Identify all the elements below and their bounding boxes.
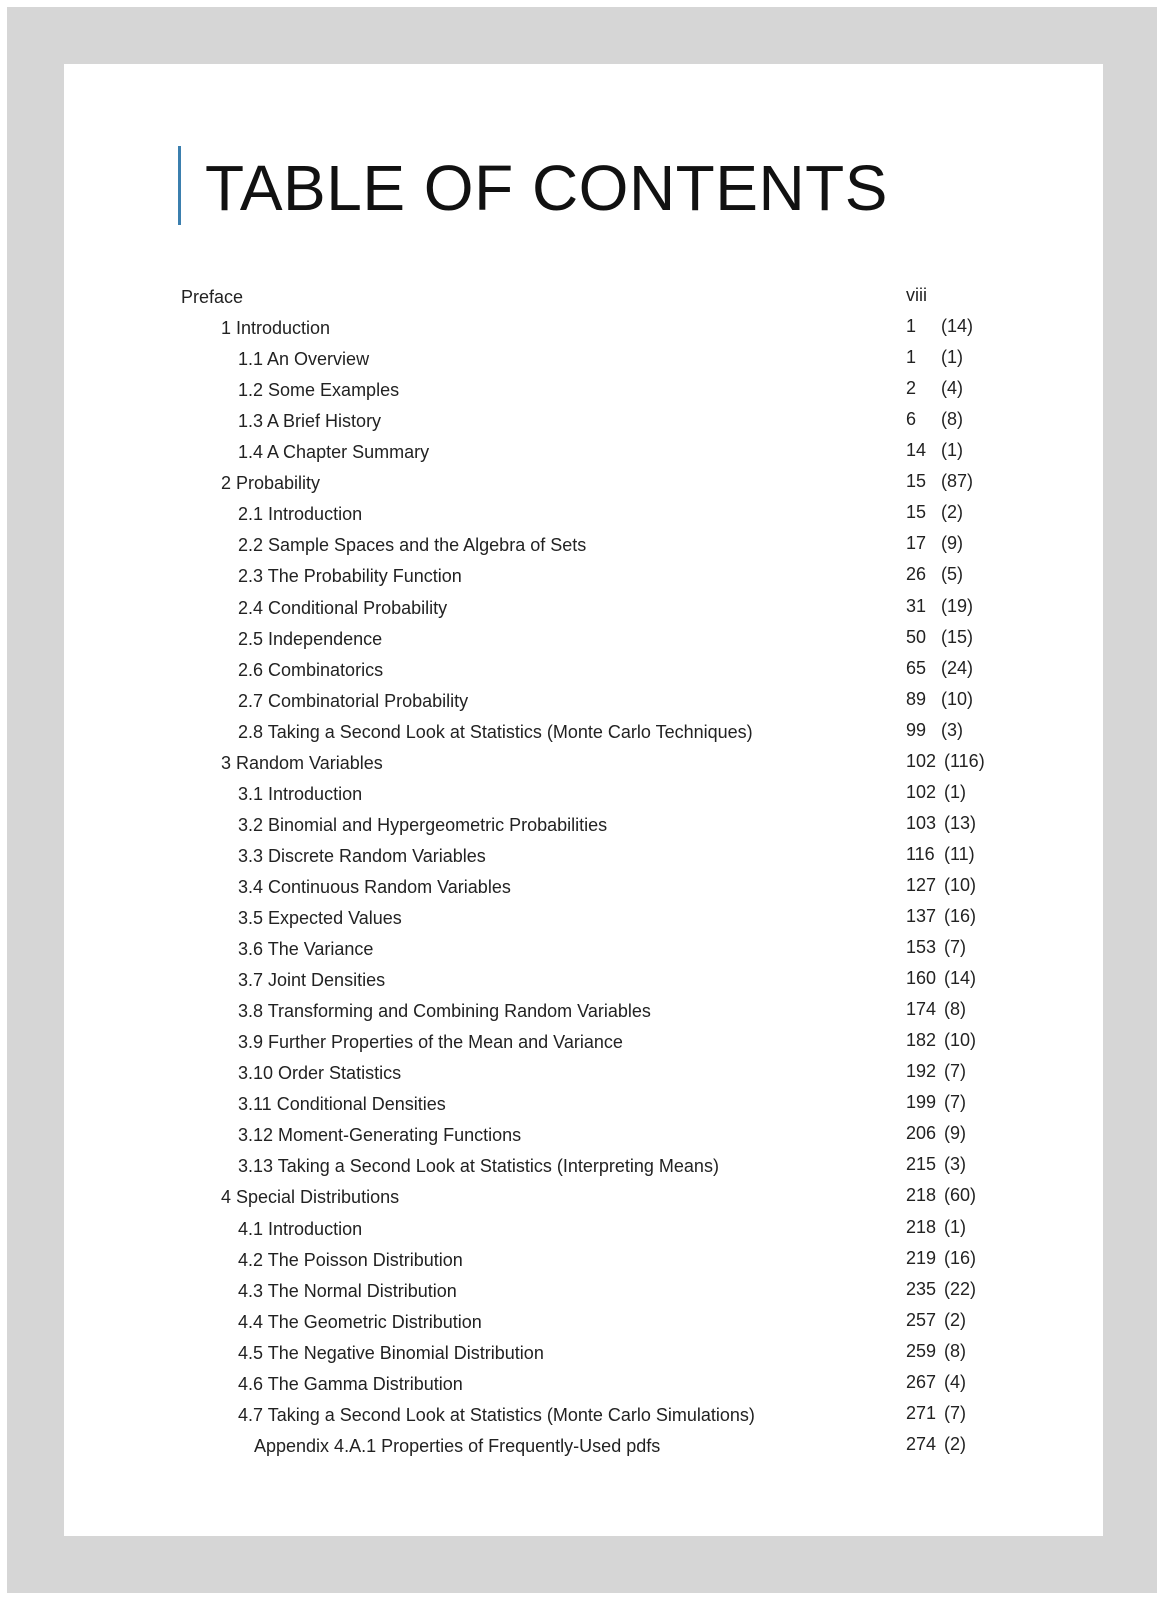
toc-entry-title: 2.3 The Probability Function: [238, 566, 462, 587]
toc-entry[interactable]: [0, 1403, 1163, 1434]
toc-entry[interactable]: [0, 844, 1163, 875]
toc-entry-page-count: (15): [941, 626, 974, 647]
toc-entry[interactable]: [0, 564, 1163, 595]
toc-entry-page: 153: [906, 937, 937, 958]
toc-entry-title: 3.5 Expected Values: [238, 908, 402, 928]
toc-entry[interactable]: [0, 937, 1163, 968]
toc-entry[interactable]: [0, 968, 1163, 999]
toc-entry-title: 4.2 The Poisson Distribution: [238, 1249, 463, 1270]
toc-entry[interactable]: [0, 751, 1163, 782]
toc-entry-title: 3 Random Variables: [221, 752, 383, 773]
toc-entry-page-count: (16): [944, 1247, 977, 1268]
toc-entry-page-count: (1): [944, 781, 966, 802]
toc-entry-page-count: (8): [941, 409, 963, 430]
toc-entry[interactable]: [0, 906, 1163, 937]
toc-entry-page-count: (2): [944, 1309, 966, 1330]
toc-entry-page: viii: [906, 285, 927, 305]
toc-entry-title: 3.9 Further Properties of the Mean and Variance: [238, 1032, 623, 1053]
toc-entry-page: 219: [906, 1247, 937, 1268]
toc-entry[interactable]: [0, 1434, 1163, 1465]
toc-entry-title: 3.7 Joint Densities: [238, 970, 386, 991]
toc-entry-page-count: (10): [941, 688, 974, 709]
toc-entry-page: 267: [906, 1371, 937, 1392]
toc-entry-title: 4.6 The Gamma Distribution: [238, 1373, 463, 1394]
toc-entry-page-count: (14): [941, 316, 974, 337]
toc-entry-page: 31: [906, 595, 927, 616]
toc-entry-title: 3.1 Introduction: [238, 783, 363, 804]
toc-entry[interactable]: [0, 1185, 1163, 1216]
toc-entry-page-count: (1): [941, 347, 963, 368]
toc-entry-page-count: (9): [941, 533, 963, 554]
toc-entry-page-count: (116): [944, 750, 985, 771]
toc-entry[interactable]: [0, 813, 1163, 844]
toc-entry-page: 218: [906, 1216, 937, 1237]
toc-entry-title: 3.11 Conditional Densities: [238, 1094, 446, 1115]
toc-entry-page: 15: [906, 471, 927, 492]
toc-entry-page-count: (8): [944, 999, 966, 1020]
toc-entry[interactable]: [0, 1123, 1163, 1154]
toc-entry[interactable]: [0, 596, 1163, 627]
toc-entry[interactable]: [0, 1030, 1163, 1061]
toc-entry[interactable]: [0, 409, 1163, 440]
toc-entry-page-count: (4): [941, 378, 963, 399]
toc-entry-page: 218: [906, 1185, 937, 1206]
toc-entry-title: 2.4 Conditional Probability: [238, 597, 448, 618]
toc-entry-page: 116: [906, 843, 935, 864]
toc-entry-page: 2: [906, 378, 917, 399]
toc-entry-page: 15: [906, 502, 927, 523]
toc-entry[interactable]: [0, 285, 1163, 316]
toc-entry-page: 182: [906, 1030, 937, 1051]
toc-entry[interactable]: [0, 1092, 1163, 1123]
toc-entry[interactable]: [0, 1154, 1163, 1185]
toc-entry-page-count: (87): [941, 471, 974, 492]
toc-entry-title: 1.3 A Brief History: [238, 411, 382, 432]
toc-entry-page-count: (3): [944, 1154, 966, 1175]
toc-entry-title: 1 Introduction: [221, 318, 331, 339]
toc-entry-title: 2.7 Combinatorial Probability: [238, 690, 469, 711]
toc-entry-title: 2.5 Independence: [238, 628, 383, 649]
toc-entry-title: 4.5 The Negative Binomial Distribution: [238, 1342, 544, 1363]
toc-entry[interactable]: [0, 471, 1163, 502]
toc-entry-title: 3.8 Transforming and Combining Random Variables: [238, 1001, 651, 1022]
toc-entry-title: 1.2 Some Examples: [238, 380, 400, 401]
toc-entry-title: 3.12 Moment-Generating Functions: [238, 1125, 522, 1146]
toc-entry-page-count: (16): [944, 906, 977, 926]
toc-entry[interactable]: [0, 627, 1163, 658]
toc-entry-title: 2 Probability: [221, 473, 321, 494]
toc-entry-title: 3.4 Continuous Random Variables: [238, 876, 511, 897]
toc-entry[interactable]: [0, 316, 1163, 347]
toc-entry-page-count: (1): [944, 1216, 966, 1237]
toc-entry[interactable]: [0, 1248, 1163, 1279]
toc-entry-page-count: (22): [944, 1278, 977, 1299]
toc-entry[interactable]: [0, 1372, 1163, 1403]
toc-entry[interactable]: [0, 689, 1163, 720]
toc-entry-page: 102: [906, 750, 937, 771]
toc-entry-title: 3.3 Discrete Random Variables: [238, 845, 486, 866]
toc-entry-page: 1: [906, 347, 917, 368]
toc-entry-page: 160: [906, 968, 937, 989]
toc-entry-page: 174: [906, 999, 937, 1020]
toc-entry-page: 17: [906, 533, 927, 554]
toc-entry-page-count: (5): [941, 564, 963, 585]
toc-entry-title: 1.4 A Chapter Summary: [238, 442, 430, 463]
toc-entry-page: 102: [906, 781, 937, 802]
toc-entry[interactable]: [0, 782, 1163, 813]
toc-entry-page-count: (60): [944, 1185, 977, 1206]
toc-entry-title: 1.1 An Overview: [238, 349, 370, 370]
toc-entry-page-count: (10): [944, 1030, 977, 1051]
toc-entry-page: 235: [906, 1278, 937, 1299]
toc-entry-page-count: (7): [944, 1092, 966, 1113]
toc-entry-page: 206: [906, 1123, 937, 1144]
toc-entry-page: 274: [906, 1433, 937, 1454]
toc-entry[interactable]: [0, 658, 1163, 689]
toc-entry-title: 2.2 Sample Spaces and the Algebra of Sets: [238, 535, 587, 556]
toc-entry[interactable]: [0, 1279, 1163, 1310]
toc-entry-page: 14: [906, 440, 927, 461]
toc-entry-page-count: (7): [944, 937, 966, 958]
toc-entry-page-count: (11): [944, 843, 975, 864]
toc-entry-page: 89: [906, 688, 927, 709]
page-title: TABLE OF CONTENTS: [205, 152, 888, 224]
toc-entry-title: 3.6 The Variance: [238, 939, 374, 960]
toc-entry[interactable]: [0, 347, 1163, 378]
toc-entry-page-count: (7): [944, 1061, 966, 1082]
toc-entry-page-count: (10): [944, 874, 977, 895]
toc-entry-page-count: (3): [941, 719, 963, 740]
toc-entry-page: 215: [906, 1154, 937, 1175]
toc-entry[interactable]: [0, 720, 1163, 751]
title-accent-bar: [178, 146, 181, 225]
toc-entry-title: 3.13 Taking a Second Look at Statistics (Interpreting Means): [238, 1156, 719, 1177]
toc-entry-title: 2.8 Taking a Second Look at Statistics (Monte Carlo Techniques): [238, 721, 753, 742]
toc-entry-page-count: (1): [941, 440, 963, 461]
toc-entry-page: 65: [906, 657, 927, 678]
toc-entry-title: 2.1 Introduction: [238, 504, 363, 525]
toc-entry[interactable]: [0, 999, 1163, 1030]
toc-entry-title: Preface: [181, 287, 244, 307]
toc-entry-page-count: (9): [944, 1123, 966, 1144]
toc-entry-title: Appendix 4.A.1 Properties of Frequently-Used pdfs: [254, 1435, 661, 1456]
toc-entry-page: 137: [906, 906, 937, 926]
toc-entry-page: 271: [906, 1402, 937, 1423]
toc-entry[interactable]: [0, 1061, 1163, 1092]
toc-entry-page-count: (4): [944, 1371, 966, 1392]
toc-entry-page: 127: [906, 874, 937, 895]
toc-entry[interactable]: [0, 1217, 1163, 1248]
toc-entry-page-count: (2): [944, 1433, 966, 1454]
toc-entry-title: 4 Special Distributions: [221, 1187, 400, 1208]
toc-entry-page-count: (7): [944, 1402, 966, 1423]
toc-entry-page-count: (13): [944, 812, 977, 833]
toc-entry-page: 99: [906, 719, 927, 740]
toc-entry-title: 4.4 The Geometric Distribution: [238, 1311, 482, 1332]
toc-entry-page: 199: [906, 1092, 937, 1113]
toc-entry-title: 4.7 Taking a Second Look at Statistics (Monte Carlo Simulations): [238, 1404, 755, 1425]
toc-entry[interactable]: [0, 440, 1163, 471]
toc-entry[interactable]: [0, 1310, 1163, 1341]
toc-entry-page: 259: [906, 1340, 937, 1361]
toc-entry-page-count: (19): [941, 595, 974, 616]
toc-entry-title: 2.6 Combinatorics: [238, 659, 384, 680]
toc-entry-page: 257: [906, 1309, 937, 1330]
toc-entry-page-count: (2): [941, 502, 963, 523]
toc-entry-page: 1: [906, 316, 917, 337]
toc-entry[interactable]: [0, 378, 1163, 409]
toc-entry-page-count: (14): [944, 968, 977, 989]
toc-entry-title: 4.1 Introduction: [238, 1218, 363, 1239]
toc-entry-page: 103: [906, 812, 937, 833]
toc-entry-title: 3.2 Binomial and Hypergeometric Probabilities: [238, 814, 608, 835]
toc-entry[interactable]: [0, 875, 1163, 906]
toc-entry-page-count: (8): [944, 1340, 966, 1361]
toc-entry-page-count: (24): [941, 657, 974, 678]
toc-entry[interactable]: [0, 502, 1163, 533]
toc-entry-page: 50: [906, 626, 927, 647]
toc-entry-title: 3.10 Order Statistics: [238, 1063, 402, 1084]
toc-entry-title: 4.3 The Normal Distribution: [238, 1280, 457, 1301]
toc-entry[interactable]: [0, 1341, 1163, 1372]
toc-entry-page: 6: [906, 409, 917, 430]
toc-entry-page: 192: [906, 1061, 937, 1082]
toc-entry-page: 26: [906, 564, 927, 585]
toc-entry[interactable]: [0, 533, 1163, 564]
